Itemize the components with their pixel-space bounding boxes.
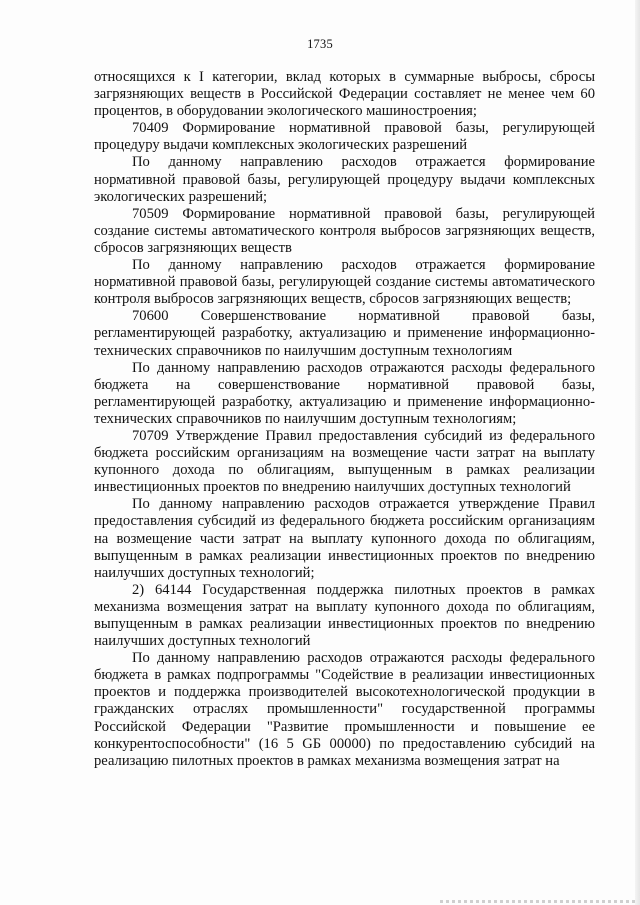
paragraph-continuation: относящихся к I категории, вклад которых в суммарные выбросы, сбросы загрязняющих веществ в Российской Федерации составляет не менее чем 60 процентов, в оборудовании экологического машиностроения; — [94, 69, 595, 120]
scan-edge-shadow — [635, 0, 640, 905]
paragraph-70709-description: По данному направлению расходов отражается утверждение Правил предоставления субсидий из федерального бюджета российским организациям на возмещение части затрат на выплату купонного дохода по облигациям, выпущенным в рамках реализации инвестиционных проектов по внедрению наилучших доступных технологий; — [94, 496, 595, 581]
section-heading-70509: 70509 Формирование нормативной правовой базы, регулирующей создание системы автоматического контроля выбросов загрязняющих веществ, сбросов загрязняющих веществ — [94, 205, 595, 256]
page-number: 1735 — [307, 37, 333, 51]
paragraph-70509-description: По данному направлению расходов отражается формирование нормативной правовой базы, регулирующей создание системы автоматического контроля выбросов загрязняющих веществ, сбросов загрязняющих веществ; — [94, 257, 595, 308]
paragraph-70409-description: По данному направлению расходов отражается формирование нормативной правовой базы, регулирующей процедуру выдачи комплексных экологических разрешений; — [94, 154, 595, 205]
paragraph-70600-description: По данному направлению расходов отражаются расходы федерального бюджета на совершенствование нормативной правовой базы, регламентирующей разработку, актуализацию и применение информационно-технических справочников по наилучшим доступным технологиям; — [94, 359, 595, 427]
section-heading-70709: 70709 Утверждение Правил предоставления субсидий из федерального бюджета российским организациям на возмещение части затрат на выплату купонного дохода по облигациям, выпущенным в рамках реализации инвестиционных проектов по внедрению наилучших доступных технологий — [94, 427, 595, 496]
scan-bottom-artifact — [440, 900, 635, 903]
document-body — [94, 69, 595, 770]
paragraph-64144-description: По данному направлению расходов отражаются расходы федерального бюджета в рамках подпрограммы "Содействие в реализации инвестиционных проектов и поддержка производителей высокотехнологической продукции в гражданских отраслях промышленности" государственной программы Российской Федерации "Развитие промышленности и повышение ее конкурентоспособности" (16 5 GБ 00000) по предоставлению субсидий на реализацию пилотных проектов в рамках механизма возмещения затрат на — [94, 650, 595, 769]
section-heading-70409: 70409 Формирование нормативной правовой базы, регулирующей процедуру выдачи комплексных экологических разрешений — [94, 120, 595, 154]
section-heading-64144: 2) 64144 Государственная поддержка пилотных проектов в рамках механизма возмещения затрат на выплату купонного дохода по облигациям, выпущенным в рамках реализации инвестиционных проектов по внедрению наилучших доступных технологий — [94, 581, 595, 650]
section-heading-70600: 70600 Совершенствование нормативной правовой базы, регламентирующей разработку, актуализацию и применение информационно-технических справочников по наилучшим доступным технологиям — [94, 308, 595, 359]
